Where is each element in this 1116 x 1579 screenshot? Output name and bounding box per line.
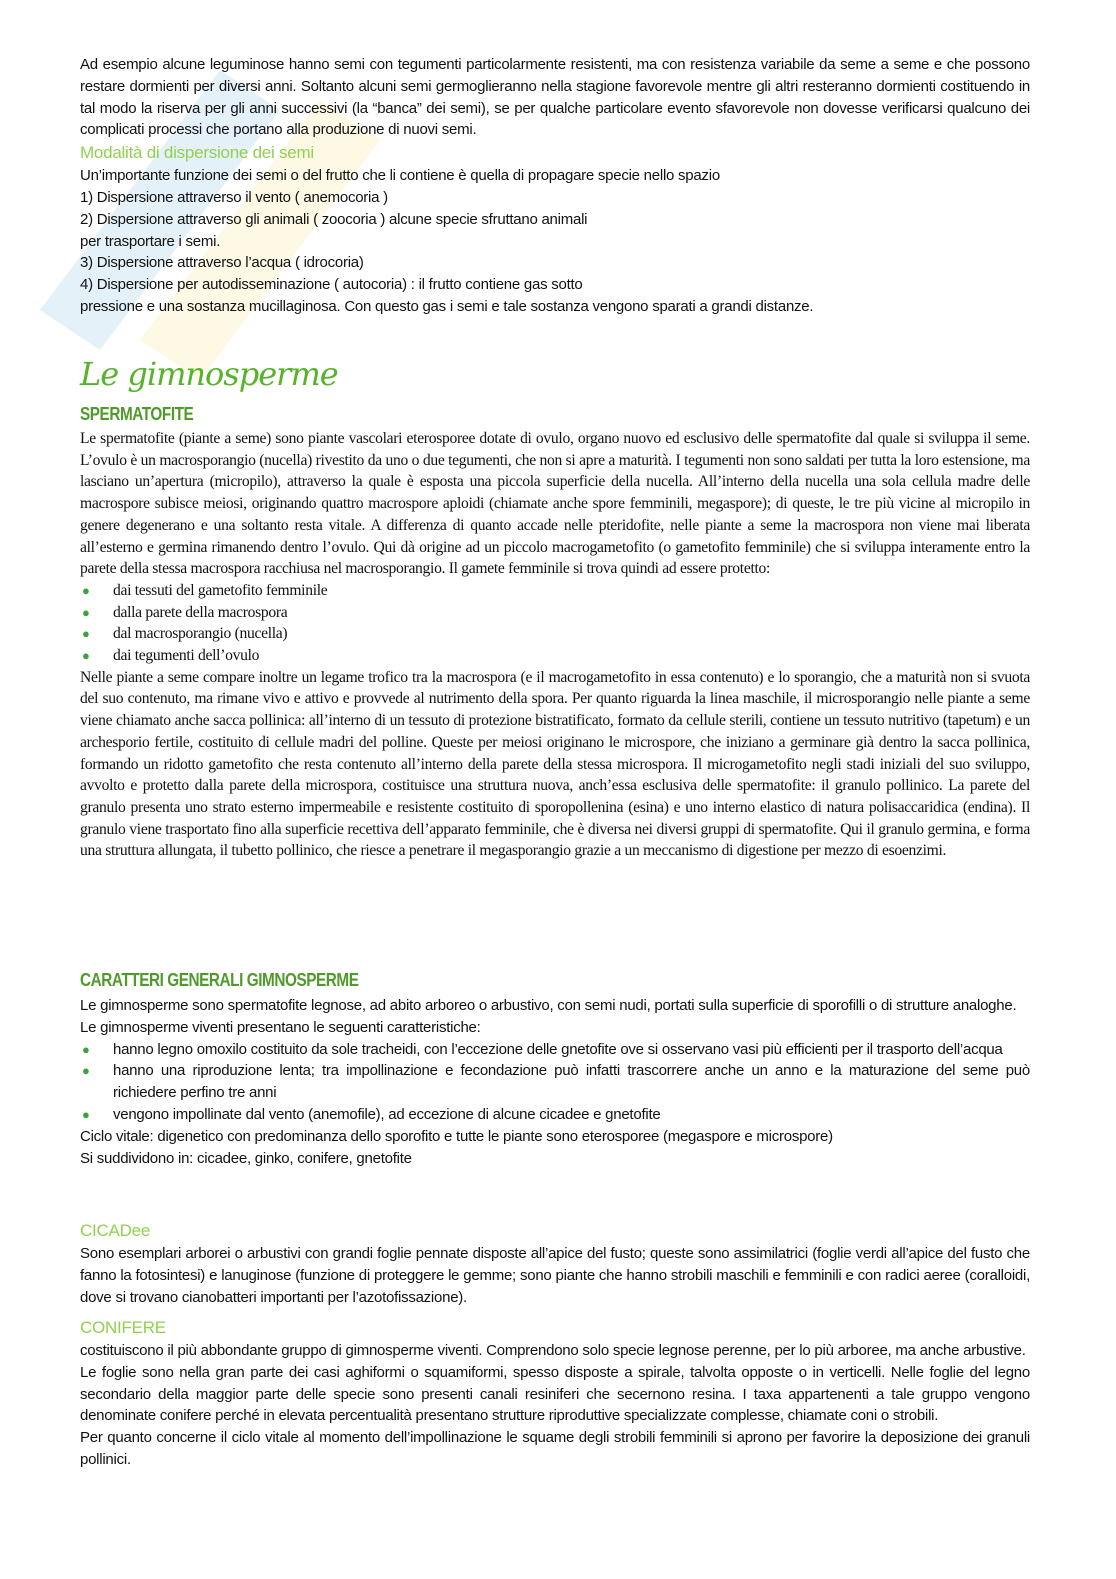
characteristics-list (80, 1039, 1030, 1126)
bullet-icon: ● (82, 626, 90, 642)
list-item-text: dalla parete della macrospora (113, 603, 288, 621)
bullet-icon: ● (82, 648, 90, 664)
caratteri-paragraph: Le gimnosperme viventi presentano le seguenti caratteristiche: (80, 1018, 481, 1036)
spermatofite-paragraph: Le spermatofite (piante a seme) sono piante vascolari eterosporee dotate di ovulo, organo nuovo ed esclusivo delle spermatofite dal quale si sviluppa il seme. L’ovulo è un macrosporangio (nucella) rivestito da uno o due tegumenti, che non si apre a maturità. I tegumenti non sono saldati per tutta la loro estensione, ma lasciano un’apertura (micropilo), attraverso la quale è esposta una piccola superficie della nucella. All’interno della nucella una sola cellula madre delle macrospore subisce meiosi, originando quattro macrospore aploidi (chiamate anche spore femminili, megaspore); di queste, le tre più vicine al micropilo in genere degenerano e una soltanto resta vitale. A differenza di quanto accade nelle pteridofite, nelle piante a seme la macrospora non viene mai liberata all’esterno e germina rimanendo dentro l’ovulo. Qui dà origine ad un piccolo macrogametofito (o gametofito femminile) che si sviluppa interamente entro la parete della stessa macrospora racchiusa nel macrosporangio. Il gamete femminile si trova quindi ad essere protetto: (80, 430, 1030, 578)
bullet-icon: ● (82, 1041, 90, 1057)
spermatofite-section (80, 428, 1030, 862)
conifere-paragraph: costituiscono il più abbondante gruppo di gimnosperme viventi. Comprendono solo specie legnose perenne, per lo più arboree, ma anche arbustive. (80, 1342, 1026, 1359)
caratteri-paragraph: Ciclo vitale: digenetico con predominanza dello sporofito e tutte le piante sono eterosporee (megaspore e microspore) (80, 1127, 833, 1145)
list-item-text: hanno legno omoxilo costituito da sole tracheidi, con l’eccezione delle gnetofite ove si osservano vasi più efficienti per il trasporto dell’acqua (113, 1040, 1003, 1058)
conifere-section (80, 1316, 1030, 1471)
chapter-title: Le gimnosperme (80, 355, 338, 393)
dispersione-line: pressione e una sostanza mucillaginosa. Con questo gas i semi e tale sostanza vengono sparati a grandi distanze. (80, 297, 814, 315)
list-item (80, 623, 1030, 645)
dispersione-line: per trasportare i semi. (80, 232, 221, 250)
list-item-text: dai tegumenti dell’ovulo (113, 647, 260, 665)
caratteri-heading: CARATTERI GENERALI GIMNOSPERME (80, 970, 359, 990)
intro-section (80, 54, 1030, 318)
dispersione-line: Un’importante funzione dei semi o del frutto che li contiene è quella di propagare specie nello spazio (80, 167, 720, 185)
caratteri-section (80, 995, 1030, 1169)
list-item (80, 580, 1030, 602)
list-item (80, 1039, 1030, 1061)
bullet-icon: ● (82, 582, 90, 598)
spermatofite-paragraph: Nelle piante a seme compare inoltre un legame trofico tra la macrospora (e il macrogametofito in essa contenuto) e lo sporangio, che a maturità non si svuota del suo contenuto, ma rimane vivo e attivo e provvede al nutrimento della spora. Per quanto riguarda la linea maschile, il microsporangio nelle piante a seme viene chiamato anche sacca pollinica: all’interno di un tessuto di protezione bistratificato, formato da cellule sterili, contiene un tessuto nutritivo (tapetum) e un archesporio fertile, costituito di cellule madri del polline. Queste per meiosi originano le microspore, che iniziano a germinare già dentro la sacca pollinica, formando un ridotto gametofito che resta contenuto all’interno della parete della stessa microspora. Il microgametofito negli stadi iniziali del suo sviluppo, avvolto e protetto dalla parete della microspora, costituisce una struttura nuova, anch’essa esclusiva delle spermatofite: il granulo pollinico. La parete del granulo presenta uno strato esterno impermeabile e resistente costituito di sporopollenina (esina) e uno interno elastico di natura polisaccaridica (endina). Il granulo viene trasportato fino alla superficie recettiva dell’apparato femminile, che è diversa nei diversi gruppi di spermatofite. Qui il granulo germina, e forma una struttura allungata, il tubetto pollinico, che riesce a penetrare il megasporangio grazie a un meccanismo di digestione per mezzo di esoenzimi. (80, 668, 1030, 860)
list-item (80, 645, 1030, 667)
spermatofite-heading: SPERMATOFITE (80, 404, 194, 424)
caratteri-paragraph: Le gimnosperme sono spermatofite legnose, ad abito arboreo o arbustivo, con semi nudi, portati sulla superficie di sporofilli o di strutture analoghe. (80, 997, 1017, 1014)
list-item-text: vengono impollinate dal vento (anemofile), ad eccezione di alcune cicadee e gnetofite (113, 1105, 661, 1123)
protection-list (80, 580, 1030, 667)
bullet-icon: ● (82, 604, 90, 620)
list-item-text: dal macrosporangio (nucella) (113, 625, 288, 643)
bullet-icon: ● (82, 1106, 90, 1122)
conifere-heading: CONIFERE (80, 1318, 166, 1337)
cicadee-paragraph: Sono esemplari arborei o arbustivi con grandi foglie pennate disposte all’apice del fusto; queste sono assimilatrici (foglie verdi all’apice del fusto che fanno la fotosintesi) e lanuginose (funzione di proteggere le gemme; sono piante che hanno strobili maschili e femminili e con radici aeree (coralloidi, dove si trovano cianobatteri importanti per l’azotofissazione). (80, 1245, 1030, 1306)
cicadee-heading: CICADee (80, 1221, 151, 1240)
conifere-paragraph: Le foglie sono nella gran parte dei casi aghiformi o squamiformi, spesso disposte a spirale, talvolta opposte o in verticelli. Nelle foglie del legno secondario della maggior parte delle specie sono presenti canali resiniferi che secernono resina. I taxa appartenenti a tale gruppo vengono denominate conifere perché in elevata percentualità presentano strutture riproduttive specializzate complesse, chiamate coni o strobili. (80, 1363, 1030, 1425)
dispersione-line: 3) Dispersione attraverso l’acqua ( idrocoria) (80, 254, 364, 272)
conifere-paragraph: Per quanto concerne il ciclo vitale al momento dell’impollinazione le squame degli strobili femminili si aprono per favorire la deposizione dei granuli pollinici. (80, 1429, 1030, 1468)
list-item (80, 1060, 1030, 1104)
caratteri-paragraph: Si suddividono in: cicadee, ginko, conifere, gnetofite (80, 1149, 412, 1167)
bullet-icon: ● (82, 1063, 90, 1079)
dispersione-line: 1) Dispersione attraverso il vento ( anemocoria ) (80, 188, 388, 206)
list-item-text: hanno una riproduzione lenta; tra impollinazione e fecondazione può infatti trascorrere anche un anno e la maturazione del seme può richiedere perfino tre anni (113, 1062, 1030, 1102)
list-item (80, 1104, 1030, 1126)
dispersione-line: 4) Dispersione per autodisseminazione ( autocoria) : il frutto contiene gas sotto (80, 276, 583, 294)
dispersione-heading: Modalità di dispersione dei semi (80, 143, 314, 163)
dispersione-line: 2) Dispersione attraverso gli animali ( zoocoria ) alcune specie sfruttano animali (80, 210, 588, 228)
list-item-text: dai tessuti del gametofito femminile (113, 581, 328, 599)
list-item (80, 602, 1030, 624)
intro-paragraph: Ad esempio alcune leguminose hanno semi con tegumenti particolarmente resistenti, ma con resistenza variabile da seme a seme e che possono restare dormienti per diversi anni. Soltanto alcuni semi germoglieranno nella stagione favorevole mentre gli altri resteranno dormienti costituendo in tal modo la riserva per gli anni successivi (la “banca” dei semi), se per qualche particolare evento sfavorevole non dovesse verificarsi qualcuno dei complicati processi che portano alla produzione di nuovi semi. (80, 56, 1030, 139)
cicadee-section (80, 1219, 1030, 1308)
